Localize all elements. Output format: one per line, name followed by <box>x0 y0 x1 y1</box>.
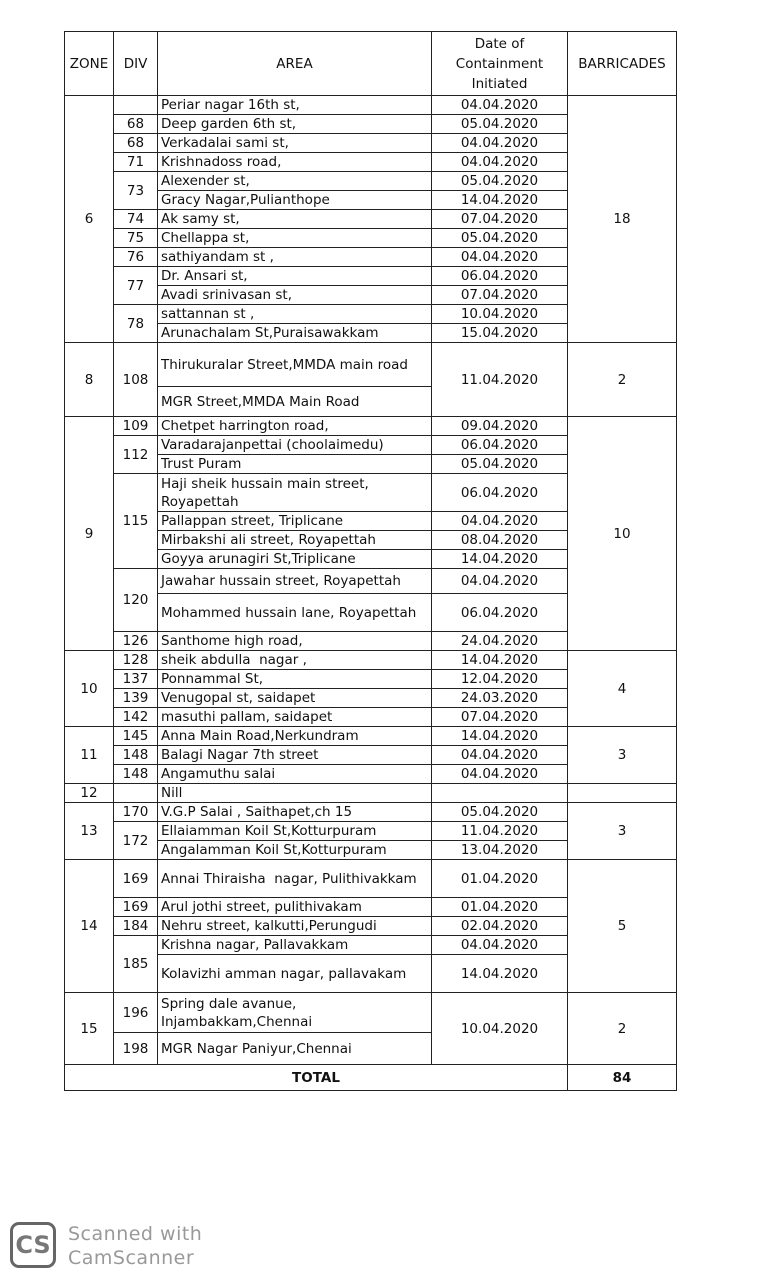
date-cell: 06.04.2020 <box>432 436 568 455</box>
area-cell: Ellaiamman Koil St,Kotturpuram <box>158 822 432 841</box>
div-cell <box>114 784 158 803</box>
area-cell: Dr. Ansari st, <box>158 267 432 286</box>
area-cell: Krishna nagar, Pallavakkam <box>158 936 432 955</box>
date-cell: 14.04.2020 <box>432 955 568 993</box>
div-cell: 75 <box>114 229 158 248</box>
div-cell: 137 <box>114 670 158 689</box>
area-cell: MGR Street,MMDA Main Road <box>158 387 432 417</box>
area-cell: Gracy Nagar,Pulianthope <box>158 191 432 210</box>
date-cell: 14.04.2020 <box>432 651 568 670</box>
date-cell: 10.04.2020 <box>432 993 568 1065</box>
date-cell: 04.04.2020 <box>432 746 568 765</box>
header-row <box>65 32 677 96</box>
date-cell: 01.04.2020 <box>432 898 568 917</box>
div-cell: 71 <box>114 153 158 172</box>
div-cell: 148 <box>114 746 158 765</box>
div-cell: 74 <box>114 210 158 229</box>
header-date-line1: Date of <box>474 35 525 52</box>
barricades-cell <box>568 784 677 803</box>
div-cell: 77 <box>114 267 158 305</box>
zone-cell: 14 <box>65 860 114 993</box>
area-cell: MGR Nagar Paniyur,Chennai <box>158 1033 432 1065</box>
area-cell: Spring dale avanue, Injambakkam,Chennai <box>158 993 432 1033</box>
zone-cell: 12 <box>65 784 114 803</box>
header-date-line3: Initiated <box>471 75 528 92</box>
table-row <box>65 417 677 436</box>
area-cell: Arunachalam St,Puraisawakkam <box>158 324 432 343</box>
area-cell: Thirukuralar Street,MMDA main road <box>158 343 432 387</box>
date-cell: 04.04.2020 <box>432 153 568 172</box>
div-cell: 68 <box>114 115 158 134</box>
area-cell: Haji sheik hussain main street, Royapettah <box>158 474 432 512</box>
date-cell: 06.04.2020 <box>432 267 568 286</box>
date-cell: 24.04.2020 <box>432 632 568 651</box>
total-label: TOTAL <box>65 1065 568 1091</box>
date-cell: 07.04.2020 <box>432 210 568 229</box>
barricades-cell: 3 <box>568 803 677 860</box>
date-cell: 12.04.2020 <box>432 670 568 689</box>
area-cell: Alexender st, <box>158 172 432 191</box>
barricades-cell: 10 <box>568 417 677 651</box>
area-cell: Ponnammal St, <box>158 670 432 689</box>
div-cell: 78 <box>114 305 158 343</box>
area-cell: Nehru street, kalkutti,Perungudi <box>158 917 432 936</box>
area-cell: Venugopal st, saidapet <box>158 689 432 708</box>
area-cell: Pallappan street, Triplicane <box>158 512 432 531</box>
table-row <box>65 784 677 803</box>
barricades-cell: 2 <box>568 993 677 1065</box>
div-cell: 139 <box>114 689 158 708</box>
div-cell: 172 <box>114 822 158 860</box>
watermark-line2: CamScanner <box>68 1247 195 1269</box>
date-cell: 06.04.2020 <box>432 594 568 632</box>
area-cell: Goyya arunagiri St,Triplicane <box>158 550 432 569</box>
area-cell: Anna Main Road,Nerkundram <box>158 727 432 746</box>
area-cell: Annai Thiraisha nagar, Pulithivakkam <box>158 860 432 898</box>
date-cell: 07.04.2020 <box>432 286 568 305</box>
date-cell: 11.04.2020 <box>432 343 568 417</box>
watermark-text <box>68 1222 202 1270</box>
div-cell: 185 <box>114 936 158 993</box>
date-cell: 24.03.2020 <box>432 689 568 708</box>
area-cell: Deep garden 6th st, <box>158 115 432 134</box>
header-barricades: BARRICADES <box>568 32 677 96</box>
area-cell: sheik abdulla nagar , <box>158 651 432 670</box>
date-cell: 01.04.2020 <box>432 860 568 898</box>
header-date <box>432 32 568 96</box>
table-row <box>65 860 677 898</box>
barricades-cell: 2 <box>568 343 677 417</box>
header-area: AREA <box>158 32 432 96</box>
date-cell: 04.04.2020 <box>432 96 568 115</box>
watermark-line1: Scanned with <box>68 1223 203 1245</box>
div-cell: 115 <box>114 474 158 569</box>
div-cell: 170 <box>114 803 158 822</box>
zone-cell: 9 <box>65 417 114 651</box>
area-cell: Arul jothi street, pulithivakam <box>158 898 432 917</box>
header-zone: ZONE <box>65 32 114 96</box>
date-cell: 04.04.2020 <box>432 512 568 531</box>
area-cell: sathiyandam st , <box>158 248 432 267</box>
area-cell: V.G.P Salai , Saithapet,ch 15 <box>158 803 432 822</box>
date-cell: 14.04.2020 <box>432 727 568 746</box>
date-cell: 05.04.2020 <box>432 115 568 134</box>
area-cell: Chellappa st, <box>158 229 432 248</box>
date-cell: 09.04.2020 <box>432 417 568 436</box>
date-cell: 05.04.2020 <box>432 803 568 822</box>
date-cell: 05.04.2020 <box>432 172 568 191</box>
table-row <box>65 727 677 746</box>
containment-table <box>64 31 677 1091</box>
date-cell: 15.04.2020 <box>432 324 568 343</box>
date-cell <box>432 784 568 803</box>
area-cell: Santhome high road, <box>158 632 432 651</box>
date-cell: 14.04.2020 <box>432 550 568 569</box>
div-cell: 112 <box>114 436 158 474</box>
table-row <box>65 96 677 115</box>
div-cell: 128 <box>114 651 158 670</box>
area-cell: Trust Puram <box>158 455 432 474</box>
date-cell: 08.04.2020 <box>432 531 568 550</box>
div-cell: 73 <box>114 172 158 210</box>
div-cell: 198 <box>114 1033 158 1065</box>
barricades-cell: 5 <box>568 860 677 993</box>
total-row <box>65 1065 677 1091</box>
div-cell: 169 <box>114 860 158 898</box>
camscanner-logo-icon: CS <box>10 1222 56 1268</box>
div-cell: 120 <box>114 569 158 632</box>
date-cell: 02.04.2020 <box>432 917 568 936</box>
div-cell: 196 <box>114 993 158 1033</box>
date-cell: 14.04.2020 <box>432 191 568 210</box>
area-cell: Avadi srinivasan st, <box>158 286 432 305</box>
area-cell: Krishnadoss road, <box>158 153 432 172</box>
zone-cell: 13 <box>65 803 114 860</box>
area-cell: Angamuthu salai <box>158 765 432 784</box>
zone-cell: 10 <box>65 651 114 727</box>
area-cell: Chetpet harrington road, <box>158 417 432 436</box>
area-cell: Mohammed hussain lane, Royapettah <box>158 594 432 632</box>
barricades-cell: 3 <box>568 727 677 784</box>
div-cell: 108 <box>114 343 158 417</box>
zone-cell: 11 <box>65 727 114 784</box>
date-cell: 11.04.2020 <box>432 822 568 841</box>
area-cell: Angalamman Koil St,Kotturpuram <box>158 841 432 860</box>
date-cell: 04.04.2020 <box>432 569 568 594</box>
barricades-cell: 4 <box>568 651 677 727</box>
table-row <box>65 803 677 822</box>
date-cell: 05.04.2020 <box>432 455 568 474</box>
div-cell: 145 <box>114 727 158 746</box>
area-cell: Jawahar hussain street, Royapettah <box>158 569 432 594</box>
area-cell: Nill <box>158 784 432 803</box>
div-cell: 169 <box>114 898 158 917</box>
barricades-cell: 18 <box>568 96 677 343</box>
area-cell: Periar nagar 16th st, <box>158 96 432 115</box>
div-cell: 76 <box>114 248 158 267</box>
area-cell: Verkadalai sami st, <box>158 134 432 153</box>
date-cell: 04.04.2020 <box>432 248 568 267</box>
zone-cell: 8 <box>65 343 114 417</box>
date-cell: 10.04.2020 <box>432 305 568 324</box>
header-date-line2: Containment <box>455 55 544 72</box>
area-cell: Varadarajanpettai (choolaimedu) <box>158 436 432 455</box>
area-cell: Balagi Nagar 7th street <box>158 746 432 765</box>
area-cell: masuthi pallam, saidapet <box>158 708 432 727</box>
area-cell: Kolavizhi amman nagar, pallavakam <box>158 955 432 993</box>
date-cell: 06.04.2020 <box>432 474 568 512</box>
div-cell: 109 <box>114 417 158 436</box>
date-cell: 04.04.2020 <box>432 765 568 784</box>
div-cell: 142 <box>114 708 158 727</box>
date-cell: 13.04.2020 <box>432 841 568 860</box>
date-cell: 04.04.2020 <box>432 134 568 153</box>
area-cell: Mirbakshi ali street, Royapettah <box>158 531 432 550</box>
table-row <box>65 651 677 670</box>
div-cell <box>114 96 158 115</box>
total-value: 84 <box>568 1065 677 1091</box>
date-cell: 07.04.2020 <box>432 708 568 727</box>
header-div: DIV <box>114 32 158 96</box>
area-cell: Ak samy st, <box>158 210 432 229</box>
table-row <box>65 993 677 1033</box>
zone-cell: 15 <box>65 993 114 1065</box>
div-cell: 184 <box>114 917 158 936</box>
date-cell: 04.04.2020 <box>432 936 568 955</box>
area-cell: sattannan st , <box>158 305 432 324</box>
date-cell: 05.04.2020 <box>432 229 568 248</box>
zone-cell: 6 <box>65 96 114 343</box>
div-cell: 68 <box>114 134 158 153</box>
table-row <box>65 343 677 387</box>
div-cell: 148 <box>114 765 158 784</box>
div-cell: 126 <box>114 632 158 651</box>
